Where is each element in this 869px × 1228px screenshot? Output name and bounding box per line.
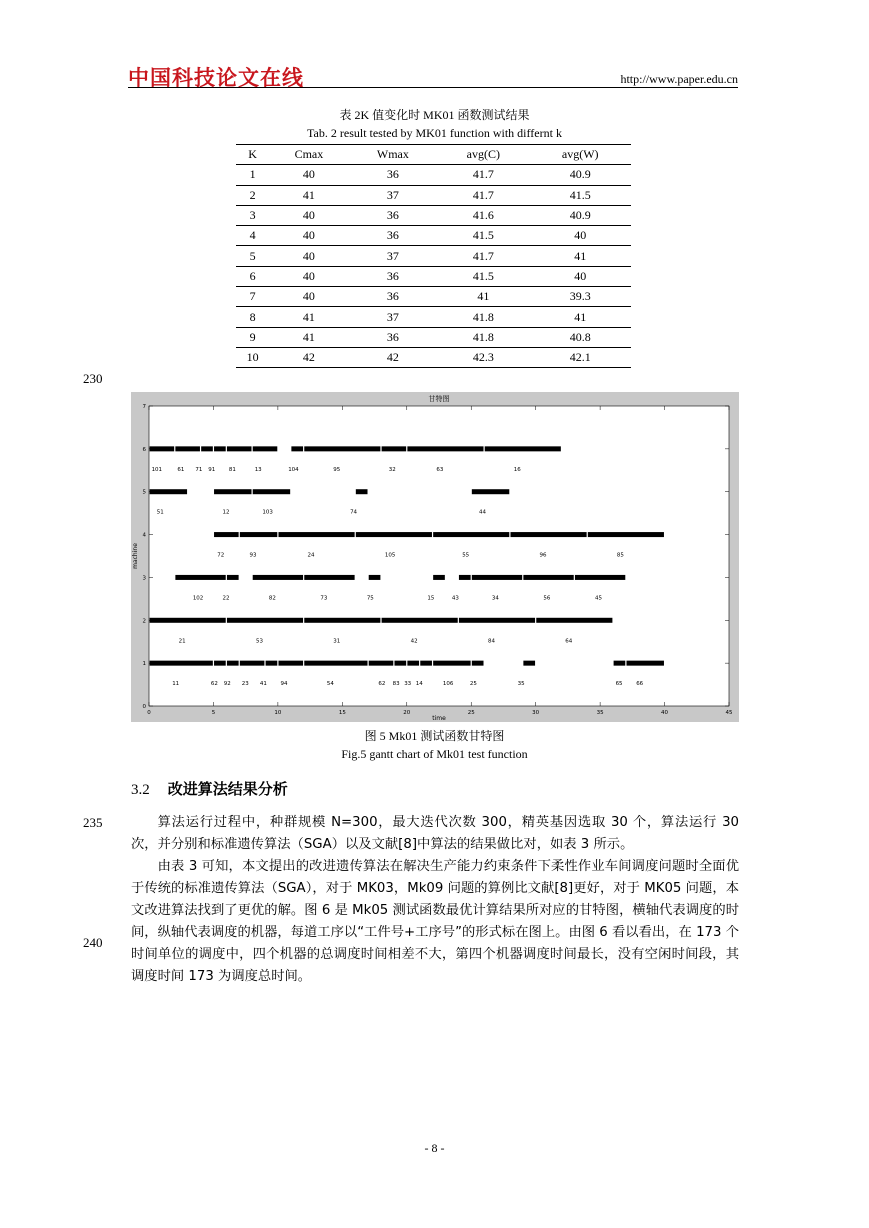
gantt-bar (407, 661, 419, 666)
y-tick-label: 2 (142, 618, 146, 625)
table-cell: 41.8 (437, 307, 529, 327)
table-cell: 6 (236, 266, 269, 286)
operation-label: 14 (415, 681, 423, 688)
gantt-bar (175, 575, 225, 580)
table-body (236, 165, 631, 368)
gantt-bar (253, 446, 278, 451)
figure-caption-cn: 图 5 Mk01 测试函数甘特图 (364, 729, 505, 743)
operation-label: 93 (249, 552, 257, 559)
operation-label: 33 (404, 681, 412, 688)
table-cell: 42 (269, 347, 348, 367)
table-cell: 41 (269, 307, 348, 327)
gantt-bar (472, 489, 509, 494)
gantt-bar (433, 575, 445, 580)
operation-label: 84 (487, 638, 495, 645)
gantt-bar (150, 446, 175, 451)
operation-label: 101 (151, 466, 163, 473)
table-cell: 41.5 (437, 226, 529, 246)
gantt-bar (356, 532, 432, 537)
gantt-bar (240, 661, 265, 666)
table-row (236, 266, 631, 286)
operation-label: 72 (217, 552, 225, 559)
gantt-bar (291, 446, 303, 451)
gantt-bar (523, 575, 573, 580)
column-header: Wmax (349, 145, 438, 165)
operation-label: 31 (333, 638, 341, 645)
table-cell: 37 (349, 185, 438, 205)
gantt-bar (472, 661, 484, 666)
gantt-bar (304, 618, 380, 623)
table-cell: 41.7 (437, 165, 529, 185)
x-tick-label: 5 (211, 710, 216, 716)
line-number: 235 (83, 815, 103, 830)
table-cell: 9 (236, 327, 269, 347)
x-tick-label: 40 (661, 710, 669, 716)
table-cell: 41 (269, 327, 348, 347)
operation-label: 55 (462, 552, 470, 559)
operation-label: 96 (539, 552, 547, 559)
body-text (131, 812, 739, 988)
table-cell: 41.7 (437, 246, 529, 266)
table-cell: 40 (269, 246, 348, 266)
operation-label: 32 (388, 466, 396, 473)
table-cell: 1 (236, 165, 269, 185)
gantt-bar (575, 575, 625, 580)
y-tick-label: 7 (142, 404, 146, 410)
chart-title: 甘特图 (428, 395, 450, 403)
operation-label: 106 (442, 681, 454, 688)
x-tick-label: 35 (596, 710, 604, 716)
column-header: K (236, 145, 269, 165)
table-cell: 36 (349, 287, 438, 307)
table-cell: 36 (349, 266, 438, 286)
section-number: 3.2 (131, 782, 150, 798)
table-cell: 36 (349, 165, 438, 185)
line-number: 230 (83, 371, 103, 386)
gantt-bar (266, 661, 278, 666)
x-tick-label: 0 (147, 710, 151, 716)
table-cell: 40 (529, 266, 631, 286)
gantt-bar (278, 532, 354, 537)
operation-label: 73 (320, 595, 328, 602)
operation-label: 51 (156, 509, 164, 516)
table-cell: 41 (269, 185, 348, 205)
operation-label: 71 (195, 466, 203, 473)
operation-label: 25 (469, 681, 477, 688)
operation-label: 95 (333, 466, 341, 473)
table-cell: 39.3 (529, 287, 631, 307)
table-cell: 40 (269, 266, 348, 286)
gantt-bar (214, 532, 239, 537)
table-cell: 36 (349, 205, 438, 225)
gantt-bar (394, 661, 406, 666)
table-cell: 41.7 (437, 185, 529, 205)
column-header: avg(W) (529, 145, 631, 165)
header-rule (128, 87, 738, 88)
gantt-bar (304, 661, 367, 666)
operation-label: 75 (366, 595, 374, 602)
x-tick-label: 10 (274, 710, 282, 716)
table-row (236, 307, 631, 327)
table-cell: 40.9 (529, 165, 631, 185)
operation-label: 83 (392, 681, 400, 688)
gantt-chart (131, 392, 739, 722)
y-axis-label: machine (132, 543, 139, 569)
gantt-bar (433, 661, 470, 666)
gantt-bar (588, 532, 664, 537)
operation-label: 53 (255, 638, 263, 645)
table-cell: 41 (437, 287, 529, 307)
x-tick-label: 30 (532, 710, 540, 716)
x-axis-label: time (432, 715, 446, 722)
operation-label: 22 (222, 595, 230, 602)
y-tick-label: 0 (142, 704, 146, 710)
operation-label: 34 (491, 595, 499, 602)
operation-label: 82 (268, 595, 276, 602)
table-cell: 8 (236, 307, 269, 327)
gantt-bar (227, 661, 239, 666)
table-cell: 7 (236, 287, 269, 307)
gantt-bar (536, 618, 612, 623)
y-tick-label: 1 (142, 661, 146, 668)
table-cell: 36 (349, 327, 438, 347)
gantt-bar (253, 575, 303, 580)
operation-label: 94 (280, 681, 288, 688)
x-tick-label: 15 (338, 710, 346, 716)
gantt-bar (485, 446, 561, 451)
y-tick-label: 4 (142, 532, 146, 539)
gantt-bar (472, 575, 522, 580)
gantt-bar (150, 489, 187, 494)
operation-label: 56 (543, 595, 551, 602)
table-cell: 40.8 (529, 327, 631, 347)
gantt-bar (150, 618, 226, 623)
gantt-bar (201, 446, 213, 451)
operation-label: 43 (451, 595, 459, 602)
operation-label: 41 (259, 681, 267, 688)
table-cell: 40 (269, 226, 348, 246)
page-number: - 8 - (424, 1141, 445, 1155)
gantt-bar (304, 446, 380, 451)
operation-label: 42 (410, 638, 418, 645)
table-row (236, 165, 631, 185)
table-cell: 40 (529, 226, 631, 246)
gantt-bar (227, 446, 252, 451)
table-row (236, 246, 631, 266)
table-caption-en: Tab. 2 result tested by MK01 function with differnt k (307, 126, 562, 140)
table-cell: 36 (349, 226, 438, 246)
table-row (236, 185, 631, 205)
operation-label: 24 (307, 552, 315, 559)
gantt-bar (278, 661, 303, 666)
table-cell: 41.5 (529, 185, 631, 205)
gantt-bar (356, 489, 368, 494)
operation-label: 15 (427, 595, 435, 602)
operation-label: 12 (222, 509, 230, 516)
gantt-bar (626, 661, 663, 666)
table-cell: 42.1 (529, 347, 631, 367)
operation-label: 104 (288, 466, 299, 473)
table-cell: 5 (236, 246, 269, 266)
operation-label: 62 (210, 681, 218, 688)
operation-label: 63 (436, 466, 444, 473)
operation-label: 62 (378, 681, 386, 688)
gantt-bar (523, 661, 535, 666)
section-heading (131, 778, 288, 799)
line-number: 240 (83, 935, 103, 950)
table-cell: 37 (349, 307, 438, 327)
table-cell: 41.8 (437, 327, 529, 347)
table-cell: 40 (269, 165, 348, 185)
results-table (236, 144, 631, 368)
operation-label: 35 (517, 681, 525, 688)
table-row (236, 327, 631, 347)
operation-label: 16 (513, 466, 521, 473)
operation-label: 13 (254, 466, 262, 473)
table-cell: 3 (236, 205, 269, 225)
table-cell: 41 (529, 246, 631, 266)
header-url[interactable]: http://www.paper.edu.cn (620, 72, 738, 86)
operation-label: 61 (177, 466, 185, 473)
column-header: Cmax (269, 145, 348, 165)
operation-label: 65 (615, 681, 623, 688)
y-tick-label: 5 (142, 489, 146, 496)
operation-label: 54 (326, 681, 334, 688)
operation-label: 91 (208, 466, 216, 473)
gantt-bar (214, 661, 226, 666)
gantt-bar (227, 618, 303, 623)
x-tick-label: 45 (725, 710, 733, 716)
table-cell: 40 (269, 287, 348, 307)
operation-label: 102 (192, 595, 204, 602)
operation-label: 81 (228, 466, 236, 473)
table-cell: 10 (236, 347, 269, 367)
gantt-bar (382, 618, 458, 623)
operation-label: 64 (565, 638, 573, 645)
operation-label: 44 (478, 509, 486, 516)
table-cell: 42.3 (437, 347, 529, 367)
gantt-bar (369, 575, 381, 580)
table-header-row (236, 145, 631, 165)
table-row (236, 226, 631, 246)
gantt-bar (175, 446, 200, 451)
gantt-bar (382, 446, 407, 451)
gantt-bar (214, 446, 226, 451)
operation-label: 11 (172, 681, 180, 688)
table-cell: 40.9 (529, 205, 631, 225)
operation-label: 21 (178, 638, 186, 645)
gantt-bar (407, 446, 483, 451)
operation-label: 103 (262, 509, 273, 516)
operation-label: 105 (384, 552, 396, 559)
table-cell: 41.6 (437, 205, 529, 225)
gantt-bar (459, 618, 535, 623)
gantt-bar (214, 489, 251, 494)
column-header: avg(C) (437, 145, 529, 165)
gantt-bar (420, 661, 432, 666)
paragraph: 由表 3 可知，本文提出的改进遗传算法在解决生产能力约束条件下柔性作业车间调度问题时全面优于传统的标准遗传算法（SGA），对于 MK03，Mk09 问题的算例比文献[8]更好，对于 MK05 问题，本文改进算法找到了更优的解。图 6 是 Mk05 测试函数最优计算结果所对应的甘特图，横轴代表调度的时间，纵轴代表调度的机器，每道工序以“工件号+工序号”的形式标在图上。由图 6 看以看出，在 173 个时间单位的调度中，四个机器的总调度时间相差不大，第四个机器调度时间最长，没有空闲时间段，其调度时间 173 为调度总时间。 (131, 859, 739, 984)
gantt-bar (227, 575, 239, 580)
journal-logo: 中国科技论文在线 (128, 66, 304, 90)
table-cell: 2 (236, 185, 269, 205)
section-title: 改进算法结果分析 (167, 780, 288, 798)
operation-label: 66 (636, 681, 644, 688)
operation-label: 45 (594, 595, 602, 602)
x-tick-label: 25 (467, 710, 475, 716)
table-cell: 41 (529, 307, 631, 327)
gantt-bar (459, 575, 471, 580)
gantt-bar (433, 532, 509, 537)
operation-label: 92 (223, 681, 231, 688)
operation-label: 85 (616, 552, 624, 559)
gantt-bar (510, 532, 586, 537)
operation-label: 23 (241, 681, 249, 688)
gantt-bar (614, 661, 626, 666)
paragraph: 算法运行过程中，种群规模 N=300，最大迭代次数 300，精英基因选取 30 个，算法运行 30 次，并分别和标准遗传算法（SGA）以及文献[8]中算法的结果做比对，如表 3 所示。 (131, 815, 739, 852)
table-cell: 42 (349, 347, 438, 367)
table-cell: 40 (269, 205, 348, 225)
gantt-bar (304, 575, 354, 580)
table-cell: 4 (236, 226, 269, 246)
gantt-bar (240, 532, 277, 537)
table-row (236, 287, 631, 307)
table-row (236, 347, 631, 367)
operation-label: 74 (350, 509, 358, 516)
figure-caption-en: Fig.5 gantt chart of Mk01 test function (341, 747, 528, 761)
gantt-bar (369, 661, 394, 666)
table-cell: 37 (349, 246, 438, 266)
gantt-bar (253, 489, 290, 494)
gantt-bar (150, 661, 213, 666)
table-cell: 41.5 (437, 266, 529, 286)
table-row (236, 205, 631, 225)
y-tick-label: 6 (142, 446, 146, 453)
table-caption-cn: 表 2K 值变化时 MK01 函数测试结果 (339, 108, 530, 122)
x-tick-label: 20 (403, 710, 411, 716)
y-tick-label: 3 (142, 575, 146, 582)
